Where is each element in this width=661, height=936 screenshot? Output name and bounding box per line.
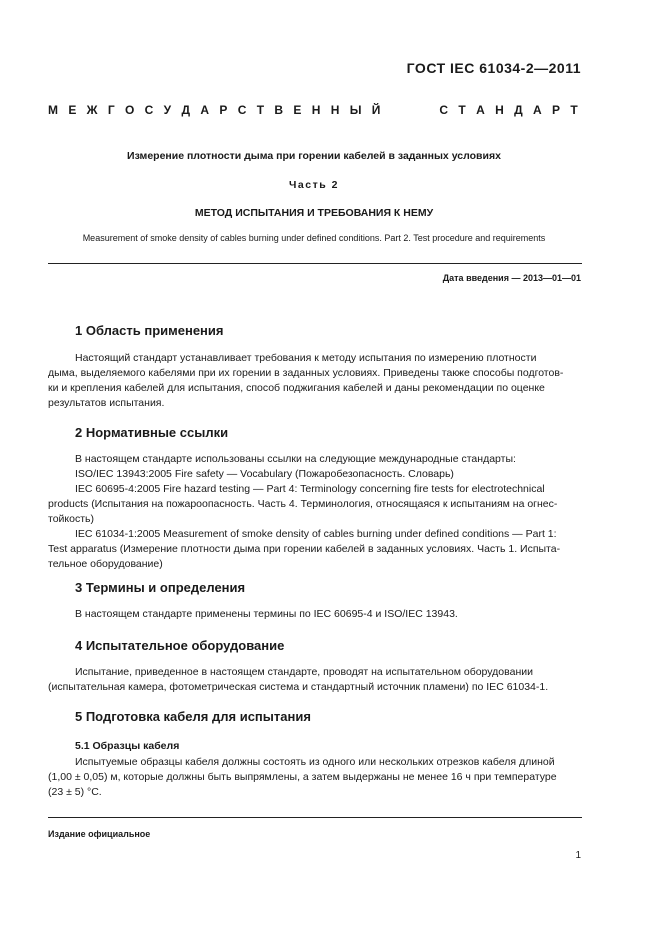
- banner-letter: Ы: [349, 103, 362, 117]
- banner-letter: Т: [458, 103, 466, 117]
- reference-iec-61034-1: IEC 61034-1:2005 Measurement of smoke density of cables burning under defined conditions — Part 1:: [75, 528, 557, 540]
- part-number: Часть 2: [289, 179, 339, 191]
- header-divider: [48, 263, 582, 264]
- page-number: 1: [575, 850, 581, 861]
- text-line: Испытуемые образцы кабеля должны состоять из одного или нескольких отрезков кабеля длиной: [75, 756, 555, 768]
- text-line: результатов испытания.: [48, 397, 165, 409]
- text-line: Испытание, приведенное в настоящем стандарте, проводят на испытательном оборудовании: [75, 666, 533, 678]
- banner-letter: Р: [551, 103, 560, 117]
- section-1-text: [48, 351, 582, 411]
- section-5-text: [48, 755, 582, 800]
- section-4-text: [48, 665, 582, 695]
- section-3-heading: 3 Термины и определения: [75, 580, 246, 595]
- text-line: В настоящем стандарте использованы ссылки на следующие международные стандарты:: [75, 453, 516, 465]
- footer-divider: [48, 817, 582, 818]
- reference-iso-13943: ISO/IEC 13943:2005 Fire safety — Vocabulary (Пожаробезопасность. Словарь): [75, 468, 454, 480]
- text-line: Test apparatus (Измерение плотности дыма при горении кабелей в заданных условиях. Часть 1. Испыта-: [48, 543, 561, 555]
- banner-letter: С: [237, 103, 247, 117]
- banner-letter: О: [125, 103, 135, 117]
- title-russian: Измерение плотности дыма при горении кабелей в заданных условиях: [127, 150, 501, 162]
- banner-letter: Н: [311, 103, 321, 117]
- text-line: products (Испытания на пожароопасность. Часть 4. Терминология, относящаяся к испытаниям на огнес-: [48, 498, 558, 510]
- banner-gap: [415, 103, 429, 117]
- section-4-heading: 4 Испытательное оборудование: [75, 638, 285, 653]
- official-edition-label: Издание официальное: [48, 829, 151, 839]
- banner-letter: А: [532, 103, 542, 117]
- text-line: дыма, выделяемого кабелями при их горении в заданных условиях. Приведены также способы подготов-: [48, 367, 564, 379]
- banner-letter: С: [439, 103, 449, 117]
- text-line: В настоящем стандарте применены термины по IEC 60695-4 и ISO/IEC 13943.: [75, 608, 458, 620]
- banner-letter: В: [274, 103, 284, 117]
- banner-letter: Т: [570, 103, 578, 117]
- section-2-text: [48, 452, 582, 572]
- title-english: Measurement of smoke density of cables burning under defined conditions. Part 2. Test procedure and requirements: [82, 233, 546, 243]
- text-line: (1,00 ± 0,05) м, которые должны быть выпрямлены, а затем выдержаны не менее 16 ч при температуре: [48, 771, 557, 783]
- banner-letter: А: [476, 103, 485, 117]
- banner-letter: Г: [107, 103, 115, 117]
- banner-letter: У: [163, 103, 172, 117]
- banner-letter: Е: [293, 103, 302, 117]
- subtitle: МЕТОД ИСПЫТАНИЯ И ТРЕБОВАНИЯ К НЕМУ: [194, 207, 434, 219]
- text-line: (испытательная камера, фотометрическая система и стандартный источник пламени) по IEC 61034-1.: [48, 681, 549, 693]
- text-line: Настоящий стандарт устанавливает требования к методу испытания по измерению плотности: [75, 352, 537, 364]
- banner-letter: Д: [514, 103, 523, 117]
- text-line: ки и крепления кабелей для испытания, способ поджигания кабелей и даны рекомендации по оценке: [48, 382, 545, 394]
- subsection-5-1-heading: 5.1 Образцы кабеля: [75, 740, 180, 752]
- reference-iec-60695-4: IEC 60695-4:2005 Fire hazard testing — Part 4: Terminology concerning fire tests for electrotechnical: [75, 483, 545, 495]
- section-3-text: [48, 607, 582, 622]
- introduction-date: Дата введения — 2013—01—01: [442, 273, 581, 283]
- banner-letter: С: [144, 103, 154, 117]
- banner-letter: Н: [495, 103, 504, 117]
- banner-letter: Й: [371, 103, 381, 117]
- banner-letter: Ж: [86, 103, 98, 117]
- banner-letter: Т: [256, 103, 265, 117]
- section-2-heading: 2 Нормативные ссылки: [75, 425, 229, 440]
- banner-letter: Н: [330, 103, 340, 117]
- interstate-standard-banner: [48, 103, 578, 117]
- banner-letter: Д: [181, 103, 191, 117]
- text-line: тельное оборудование): [48, 558, 163, 570]
- section-5-heading: 5 Подготовка кабеля для испытания: [75, 709, 311, 724]
- banner-letter: Е: [68, 103, 77, 117]
- banner-gap: [391, 103, 405, 117]
- banner-letter: Р: [219, 103, 228, 117]
- banner-letter: М: [48, 103, 58, 117]
- banner-letter: А: [200, 103, 210, 117]
- text-line: (23 ± 5) °C.: [48, 786, 102, 798]
- text-line: тойкость): [48, 513, 94, 525]
- section-1-heading: 1 Область применения: [75, 323, 224, 338]
- document-code: ГОСТ IEC 61034-2—2011: [406, 60, 581, 76]
